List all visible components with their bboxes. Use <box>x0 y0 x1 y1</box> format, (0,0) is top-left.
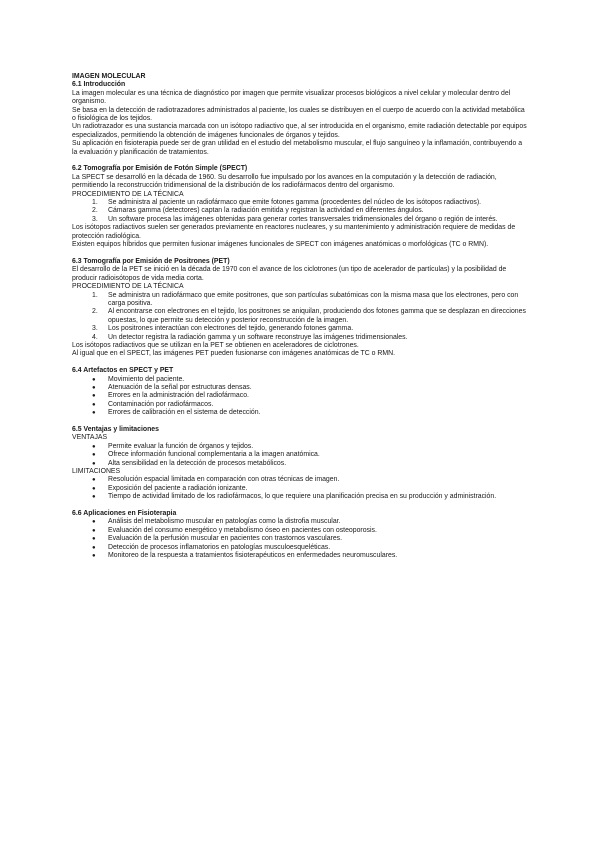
paragraph: Se basa en la detección de radiotrazadores administrados al paciente, los cuales se distribuyen en el cuerpo de acuerdo con la actividad metabólica o fisiológica de los tejidos. <box>72 106 525 123</box>
paragraph: Un radiotrazador es una sustancia marcada con un isótopo radiactivo que, al ser introducida en el organismo, emite radiación detectable por equipos especializados, permitiendo la obtención de imágenes funcionales de órganos y tejidos. <box>72 123 527 139</box>
list-item: ● Evaluación de la perfusión muscular en pacientes con trastornos vasculares. <box>92 535 343 543</box>
paragraph: Los isótopos radiactivos suelen ser generados previamente en reactores nucleares, y su mantenimiento y administración requiere de medidas de protección radiológica. <box>72 224 516 240</box>
list-item: ● Alta sensibilidad en la detección de procesos metabólicos. <box>92 459 287 467</box>
list-item: ● Exposición del paciente a radiación ionizante. <box>92 484 248 492</box>
bullet-list <box>72 476 528 501</box>
paragraph: Su aplicación en fisioterapia puede ser de gran utilidad en el estudio del metabolismo muscular, el flujo sanguíneo y la inflamación, contribuyendo a la evaluación y planificación de tratamientos. <box>72 140 523 156</box>
list-item: 4. Un detector registra la radiación gamma y un software reconstruye las imágenes tridimensionales. <box>92 333 408 341</box>
list-item: ● Movimiento del paciente. <box>92 375 185 383</box>
section-heading: 6.2 Tomografía por Emisión de Fotón Simple (SPECT) <box>72 165 248 173</box>
list-item: ● Permite evaluar la función de órganos y tejidos. <box>92 442 254 450</box>
list-item: ● Resolución espacial limitada en comparación con otras técnicas de imagen. <box>92 476 340 484</box>
paragraph: La imagen molecular es una técnica de diagnóstico por imagen que permite visualizar procesos biológicos a nivel celular y molecular dentro del organismo. <box>72 89 511 106</box>
list-item: 3. Los positrones interactúan con electrones del tejido, generando fotones gamma. <box>92 325 354 333</box>
document-title: IMAGEN MOLECULAR <box>72 73 146 80</box>
numbered-list <box>72 292 528 342</box>
list-item: 1. Se administra un radiofármaco que emite positrones, que son partículas subatómicas con la misma masa que los electrones, pero con carga positiva. <box>92 291 519 307</box>
subheading: VENTAJAS <box>72 434 108 442</box>
list-item: ● Errores en la administración del radiofármaco. <box>92 392 249 400</box>
numbered-list <box>72 199 528 224</box>
section-heading: 6.5 Ventajas y limitaciones <box>72 426 159 433</box>
paragraph: La SPECT se desarrolló en la década de 1960. Su desarrollo fue impulsado por los avances en la computación y la detección de radiación, permitiendo la reconstrucción tridimensional de la distribución de los radiofármacos dentro del organismo. <box>72 173 497 190</box>
subheading: PROCEDIMIENTO DE LA TÉCNICA <box>72 283 184 291</box>
list-item: ● Análisis del metabolismo muscular en patologías como la distrofia muscular. <box>92 518 341 526</box>
bullet-list <box>72 376 528 418</box>
list-item: 1. Se administra al paciente un radiofármaco que emite fotones gamma (procedentes del núcleo de los isótopos radiactivos). <box>92 199 482 207</box>
section-heading: 6.1 Introducción <box>72 81 126 89</box>
list-item: 2. Al encontrarse con electrones en el tejido, los positrones se aniquilan, produciendo dos fotones gamma que se desplazan en direcciones opuestas, lo que permite su detección y posterior reconstrucción de la imagen. <box>92 308 526 324</box>
list-item: ● Monitoreo de la respuesta a tratamientos fisioterapéuticos en enfermedades neuromusculares. <box>92 552 398 560</box>
paragraph: El desarrollo de la PET se inició en la década de 1970 con el avance de los ciclotrones (un tipo de acelerador de partículas) y la posibilidad de producir radioisótopos de vida media corta. <box>72 266 507 282</box>
list-item: ● Detección de procesos inflamatorios en patologías musculoesqueléticas. <box>92 543 331 551</box>
paragraph: Existen equipos híbridos que permiten fusionar imágenes funcionales de SPECT con imágenes anatómicas o morfológicas (TC o RMN). <box>72 241 489 249</box>
list-item: 2. Cámaras gamma (detectores) captan la radiación emitida y registran la actividad en diferentes ángulos. <box>92 207 424 215</box>
paragraph: Al igual que en el SPECT, las imágenes PET pueden fusionarse con imágenes anatómicas de TC o RMN. <box>72 350 396 358</box>
list-item: ● Evaluación del consumo energético y metabolismo óseo en pacientes con osteoporosis. <box>92 526 377 534</box>
list-item: ● Ofrece información funcional complementaria a la imagen anatómica. <box>92 451 320 459</box>
bullet-list <box>72 443 528 468</box>
bullet-list <box>72 518 528 560</box>
list-item: 3. Un software procesa las imágenes obtenidas para generar cortes transversales tridimensionales del órgano o región de interés. <box>92 215 498 223</box>
list-item: ● Contaminación por radiofármacos. <box>92 400 214 408</box>
paragraph: Los isótopos radiactivos que se utilizan en la PET se obtienen en aceleradores de ciclotrones. <box>72 341 359 349</box>
section-heading: 6.4 Artefactos en SPECT y PET <box>72 367 174 375</box>
list-item: ● Errores de calibración en el sistema de detección. <box>92 409 261 417</box>
list-item: ● Tiempo de actividad limitado de los radiofármacos, lo que requiere una planificación precisa en su producción y administración. <box>92 493 497 501</box>
subheading: LIMITACIONES <box>72 468 121 476</box>
list-item: ● Atenuación de la señal por estructuras densas. <box>92 383 252 391</box>
section-heading: 6.3 Tomografía por Emisión de Positrones (PET) <box>72 257 230 265</box>
subheading: PROCEDIMIENTO DE LA TÉCNICA <box>72 190 184 198</box>
section-heading: 6.6 Aplicaciones en Fisioterapia <box>72 510 177 518</box>
